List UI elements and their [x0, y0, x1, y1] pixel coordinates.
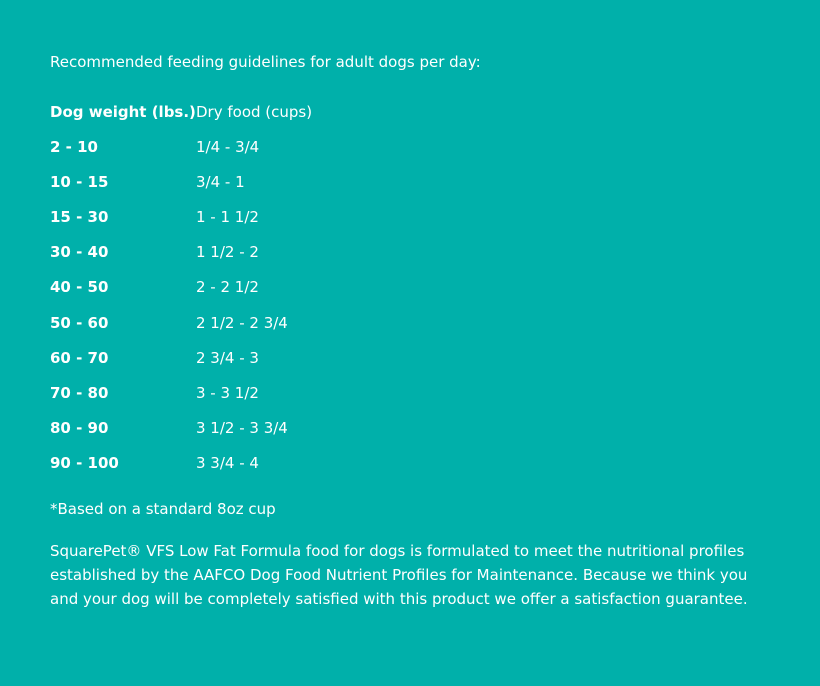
intro-text: Recommended feeding guidelines for adult dogs per day:: [50, 53, 481, 71]
food-cell: 1/4 - 3/4: [196, 137, 260, 156]
header-dog-weight: Dog weight (lbs.): [50, 102, 196, 121]
weight-cell: 80 - 90: [50, 419, 109, 438]
table-row: [50, 129, 312, 164]
weight-cell: 2 - 10: [50, 137, 98, 156]
table-row: [50, 411, 312, 446]
weight-cell: 40 - 50: [50, 278, 109, 297]
weight-cell: 15 - 30: [50, 207, 109, 226]
header-dry-food: Dry food (cups): [196, 102, 313, 121]
table-row: [50, 305, 312, 340]
cup-size-note: *Based on a standard 8oz cup: [50, 499, 276, 518]
table-row: [50, 270, 312, 305]
food-cell: 3 1/2 - 3 3/4: [196, 419, 288, 438]
feeding-table: [50, 94, 312, 481]
product-description: SquarePet® VFS Low Fat Formula food for dogs is formulated to meet the nutritional profiles established by the AAFCO Dog Food Nutrient Profiles for Maintenance. Because we think you and your dog will be completely satisfied with this product we offer a satisfaction guarantee.: [50, 541, 748, 608]
food-cell: 1 - 1 1/2: [196, 207, 259, 226]
feeding-guidelines-section: [50, 52, 780, 611]
weight-cell: 50 - 60: [50, 313, 109, 332]
table-row: [50, 340, 312, 375]
food-cell: 2 3/4 - 3: [196, 348, 259, 367]
food-cell: 1 1/2 - 2: [196, 243, 259, 262]
weight-cell: 30 - 40: [50, 243, 109, 262]
table-row: [50, 235, 312, 270]
food-cell: 3 3/4 - 4: [196, 454, 259, 473]
table-row: [50, 375, 312, 410]
table-row: [50, 199, 312, 234]
weight-cell: 60 - 70: [50, 348, 109, 367]
table-row: [50, 164, 312, 199]
food-cell: 3 - 3 1/2: [196, 383, 259, 402]
weight-cell: 90 - 100: [50, 454, 119, 473]
food-cell: 2 1/2 - 2 3/4: [196, 313, 288, 332]
weight-cell: 10 - 15: [50, 172, 109, 191]
weight-cell: 70 - 80: [50, 383, 109, 402]
food-cell: 3/4 - 1: [196, 172, 245, 191]
table-header-row: [50, 94, 312, 129]
table-row: [50, 446, 312, 481]
food-cell: 2 - 2 1/2: [196, 278, 259, 297]
